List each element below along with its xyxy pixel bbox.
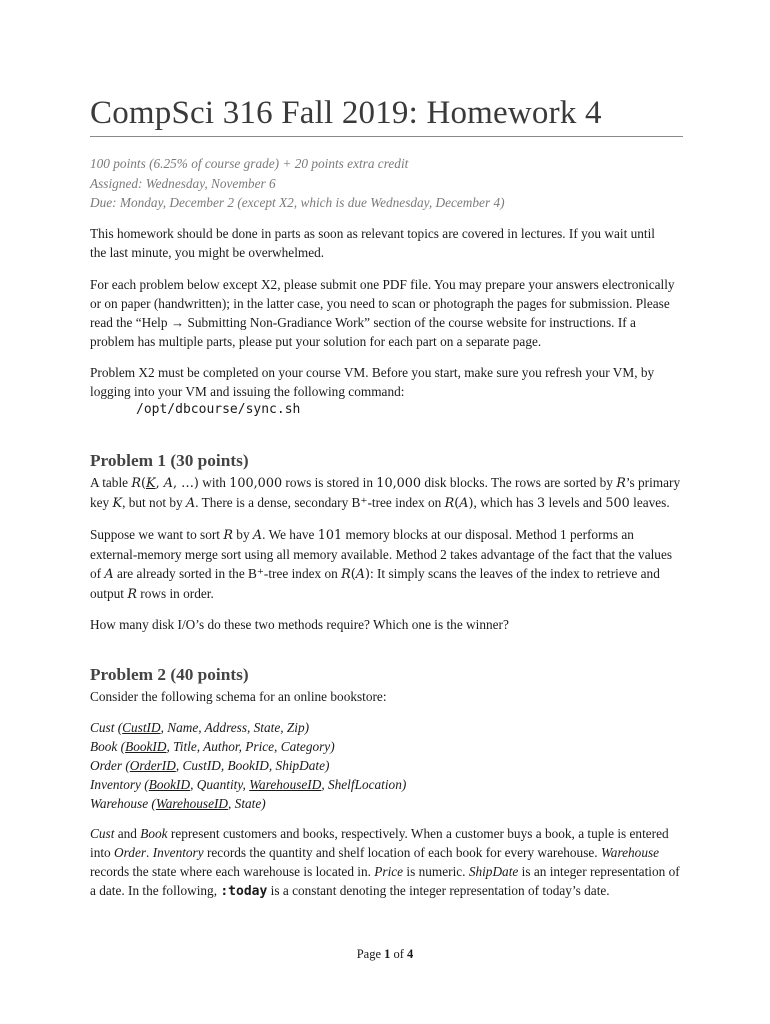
text-line: Cust and Book represent customers and books, respectively. When a customer buys a book, a tuple is entered bbox=[90, 826, 669, 841]
problem-2-paragraph bbox=[90, 824, 683, 901]
page-footer bbox=[0, 946, 770, 962]
problem-1-paragraph-1 bbox=[90, 473, 683, 513]
text-line: Suppose we want to sort R by A. We have 101 memory blocks at our disposal. Method 1 performs an bbox=[90, 527, 634, 543]
text-line: external-memory merge sort using all memory available. Method 2 takes advantage of the fact that the values bbox=[90, 547, 673, 562]
text-line: This homework should be done in parts as soon as relevant topics are covered in lectures. If you wait until bbox=[90, 226, 655, 241]
text-line: Problem X2 must be completed on your course VM. Before you start, make sure you refresh your VM, by bbox=[90, 365, 655, 380]
problem-1-question: How many disk I/O’s do these two methods require? Which one is the winner? bbox=[90, 617, 509, 632]
text-line: the last minute, you might be overwhelmed. bbox=[90, 245, 325, 260]
text-line: of A are already sorted in the B⁺-tree index on R(A): It simply scans the leaves of the index to retrieve and bbox=[90, 566, 660, 582]
title-divider bbox=[90, 136, 683, 137]
assigned-line: Assigned: Wednesday, November 6 bbox=[90, 176, 276, 191]
schema-warehouse: Warehouse (WarehouseID, State) bbox=[90, 796, 266, 811]
footer-page-number: 1 bbox=[384, 947, 391, 961]
text-line: key K, but not by A. There is a dense, secondary B⁺-tree index on R(A), which has 3 levels and 500 leaves. bbox=[90, 495, 670, 511]
text-line: or on paper (handwritten); in the latter case, you need to scan or photograph the pages for submission. Please bbox=[90, 296, 670, 311]
schema-book: Book (BookID, Title, Author, Price, Category) bbox=[90, 739, 335, 754]
intro-paragraph-1 bbox=[90, 224, 683, 262]
text-line: read the “Help → Submitting Non-Gradiance Work” section of the course website for instructions. If a bbox=[90, 315, 636, 330]
footer-page-word: Page bbox=[356, 947, 381, 961]
footer-page-total: 4 bbox=[407, 947, 414, 961]
problem-1-paragraph-2 bbox=[90, 525, 683, 604]
text-line: records the state where each warehouse is located in. Price is numeric. ShipDate is an integer representation of bbox=[90, 864, 680, 879]
text-line: into Order. Inventory records the quantity and shelf location of each book for every warehouse. Warehouse bbox=[90, 845, 660, 860]
schema-list bbox=[90, 718, 406, 813]
page-title: CompSci 316 Fall 2019: Homework 4 bbox=[90, 95, 602, 131]
due-line: Due: Monday, December 2 (except X2, which is due Wednesday, December 4) bbox=[90, 195, 505, 210]
intro-paragraph-2 bbox=[90, 275, 683, 351]
sync-command: /opt/dbcourse/sync.sh bbox=[136, 402, 301, 417]
text-line: logging into your VM and issuing the following command: bbox=[90, 384, 405, 399]
schema-inventory: Inventory (BookID, Quantity, WarehouseID, ShelfLocation) bbox=[90, 777, 407, 792]
schema-cust: Cust (CustID, Name, Address, State, Zip) bbox=[90, 720, 310, 735]
text-line: A table R(K, A, …) with 100,000 rows is stored in 10,000 disk blocks. The rows are sorted by R’s primary bbox=[90, 475, 681, 491]
footer-of-word: of bbox=[393, 947, 404, 961]
text-line: output R rows in order. bbox=[90, 586, 214, 602]
text-line: problem has multiple parts, please put your solution for each part on a separate page. bbox=[90, 334, 542, 349]
text-line: a date. In the following, :today is a constant denoting the integer representation of today’s date. bbox=[90, 883, 610, 899]
intro-paragraph-3 bbox=[90, 363, 683, 401]
problem-1-heading: Problem 1 (30 points) bbox=[90, 451, 249, 470]
problem-2-heading: Problem 2 (40 points) bbox=[90, 665, 249, 684]
text-line: For each problem below except X2, please submit one PDF file. You may prepare your answers electronically bbox=[90, 277, 675, 292]
points-line: 100 points (6.25% of course grade) + 20 points extra credit bbox=[90, 156, 409, 171]
problem-2-intro: Consider the following schema for an online bookstore: bbox=[90, 689, 387, 704]
schema-order: Order (OrderID, CustID, BookID, ShipDate) bbox=[90, 758, 330, 773]
